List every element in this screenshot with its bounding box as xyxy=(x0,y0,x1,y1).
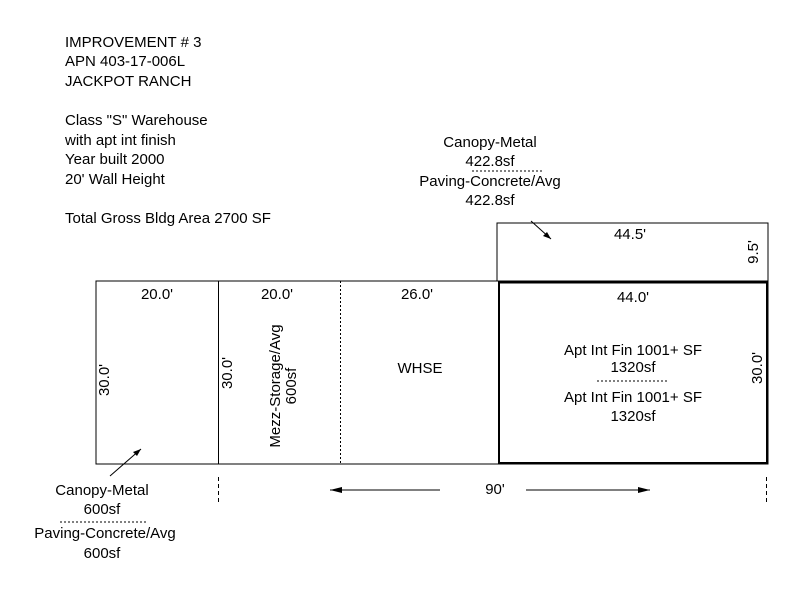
class-note: Class "S" Warehouse xyxy=(65,112,208,129)
dim-arrow-left-head xyxy=(330,487,342,493)
mezz-storage-name: Mezz-Storage/Avg xyxy=(267,324,284,448)
apt-finish-area-a: 1320sf xyxy=(610,359,656,376)
top-canopy-label: Canopy-Metal xyxy=(443,134,537,151)
total-area-note: Total Gross Bldg Area 2700 SF xyxy=(65,210,271,227)
overall-length: 90' xyxy=(485,481,505,498)
apt-finish-label-a: Apt Int Fin 1001+ SF xyxy=(564,342,702,359)
top-canopy-depth: 9.5' xyxy=(745,240,762,264)
dim-arrow-right-head xyxy=(638,487,650,493)
finish-note: with apt int finish xyxy=(65,132,176,149)
section1-width: 20.0' xyxy=(140,286,174,303)
mezz-storage-label xyxy=(268,324,300,447)
ranch-name: JACKPOT RANCH xyxy=(65,73,192,90)
warehouse-label: WHSE xyxy=(397,360,443,377)
bottom-paving-area: 600sf xyxy=(83,545,121,562)
section1-depth: 30.0' xyxy=(96,363,113,397)
apt-finish-label-b: Apt Int Fin 1001+ SF xyxy=(564,389,702,406)
year-built-note: Year built 2000 xyxy=(65,151,165,168)
section3-width: 26.0' xyxy=(400,286,434,303)
bottom-paving-label: Paving-Concrete/Avg xyxy=(34,525,176,542)
section4-depth: 30.0' xyxy=(749,351,766,385)
drawing-title: IMPROVEMENT # 3 xyxy=(65,34,202,51)
apn-label: APN 403-17-006L xyxy=(65,53,186,70)
wall-height-note: 20' Wall Height xyxy=(65,171,165,188)
section4-width: 44.0' xyxy=(616,289,650,306)
bottom-canopy-area: 600sf xyxy=(83,501,121,518)
top-paving-label: Paving-Concrete/Avg xyxy=(419,173,561,190)
section2-width: 20.0' xyxy=(260,286,294,303)
top-canopy-area: 422.8sf xyxy=(465,153,515,170)
mezz-storage-area: 600sf xyxy=(283,367,300,405)
apt-finish-area-b: 1320sf xyxy=(610,408,656,425)
bottom-canopy-label: Canopy-Metal xyxy=(55,482,149,499)
top-paving-area: 422.8sf xyxy=(465,192,515,209)
top-canopy-width: 44.5' xyxy=(613,226,647,243)
section2-depth: 30.0' xyxy=(219,356,236,390)
